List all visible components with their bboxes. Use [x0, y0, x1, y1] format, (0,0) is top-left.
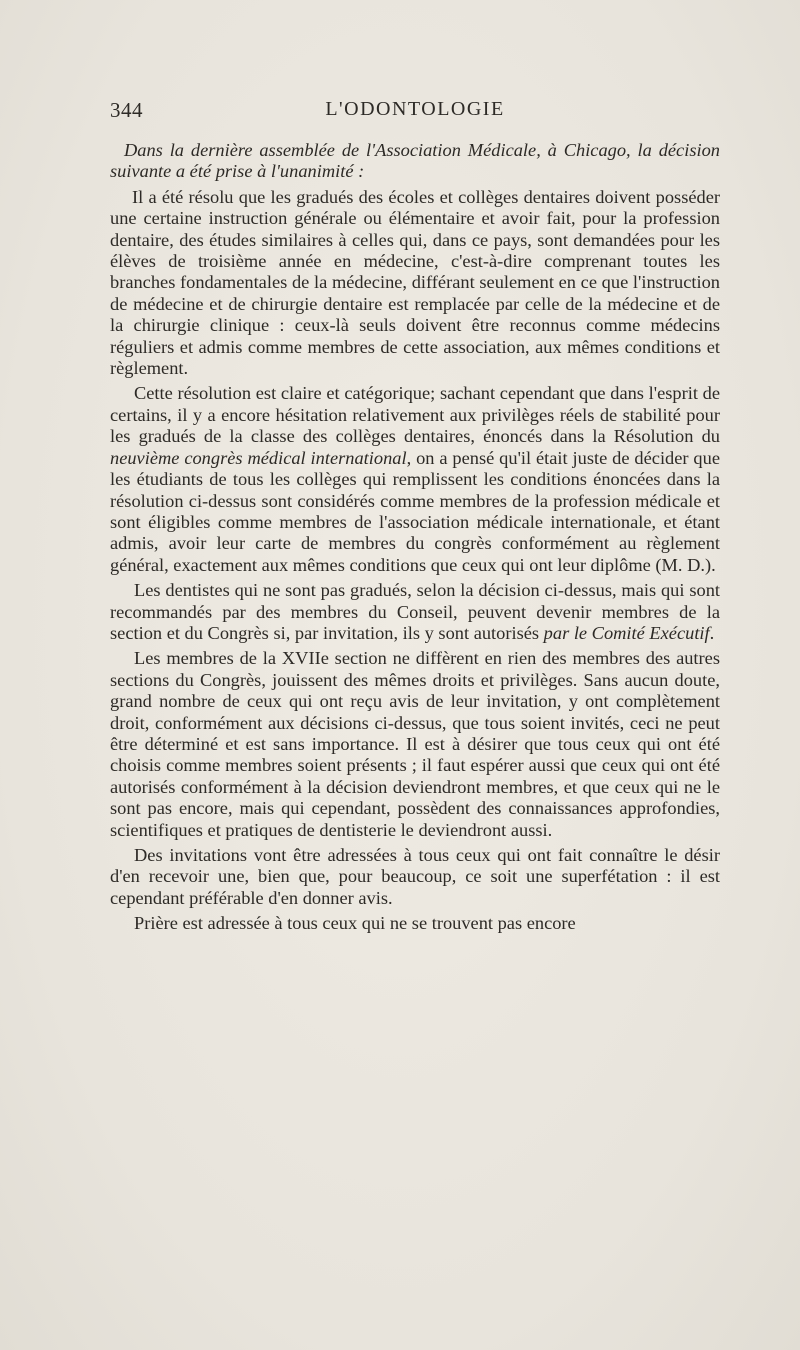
- commentary-paragraph: [110, 383, 720, 576]
- congress-name: neuvième congrès médical international: [110, 447, 407, 468]
- running-title: L'ODONTOLOGIE: [325, 98, 505, 120]
- page-header: [110, 98, 720, 128]
- commentary-text-start: Cette résolution est claire et catégorique; sachant cependant que dans l'esprit de certains, il y a encore hésitation relativement aux privilèges réels de stabilité pour les gradués de la classe des collèges dentaires, énoncés dans la Résolution du: [110, 383, 720, 447]
- members-paragraph: Les membres de la XVIIe section ne diffèrent en rien des membres des autres sections du Congrès, jouissent des mêmes droits et privilèges. Sans aucun doute, grand nombre de ceux qui ont reçu avis de leur invitation, y ont complètement droit, conformément aux décisions ci-dessus, que tous soient invités, ceci ne peut être déterminé et est sans importance. Il est à désirer que tous ceux qui ont été choisis comme membres soient présents ; il faut espérer aussi que ceux qui ont été autorisés conformément à la décision deviendront membres, et que ceux qui ne le sont pas encore, mais qui cependant, possèdent des connaissances approfondies, scientifiques et pratiques de dentisterie le deviendront aussi.: [110, 648, 720, 840]
- non-graduates-text: Les dentistes qui ne sont pas gradués, selon la décision ci-dessus, mais qui sont recommandés par des membres du Conseil, peuvent devenir membres de la section et du Congrès si, par invitation, ils y sont autorisés: [110, 580, 720, 643]
- executive-committee: par le Comité Exécutif: [543, 622, 710, 643]
- non-graduates-paragraph: [110, 580, 720, 644]
- resolution-paragraph: Il a été résolu que les gradués des écoles et collèges dentaires doivent posséder une certaine instruction générale ou élémentaire et avoir fait, pour la profession dentaire, des études similaires à celles qui, dans ce pays, sont demandées pour les élèves de troisième année en médecine, c'est-à-dire comprenant toutes les branches fondamentales de la médecine, différant seulement en ce que l'instruction de médecine et de chirurgie dentaire est remplacée par celle de la médecine et de la chirurgie clinique : ceux-là seuls doivent être reconnus comme médecins réguliers et admis comme membres de cette association, aux mêmes conditions et règlement.: [110, 186, 720, 379]
- body-text: [110, 140, 720, 939]
- page-number: 344: [110, 98, 143, 122]
- intro-paragraph: Dans la dernière assemblée de l'Association Médicale, à Chicago, la décision suivante a été prise à l'unanimité :: [110, 140, 720, 182]
- non-graduates-end: .: [709, 622, 715, 643]
- commentary-text-end: , on a pensé qu'il était juste de décider que les étudiants de tous les collèges qui remplissent les conditions énoncées dans la résolution ci-dessus sont considérés comme membres de la profession médicale et sont éligibles comme membres de l'association médicale internationale, et étant admis, avoir leur carte de membres du congrès conformément au règlement général, exactement aux mêmes conditions que ceux qui ont leur diplôme (M. D.).: [110, 447, 720, 575]
- request-paragraph: Prière est adressée à tous ceux qui ne se trouvent pas encore: [134, 913, 576, 934]
- invitations-paragraph: Des invitations vont être adressées à tous ceux qui ont fait connaître le désir d'en recevoir une, bien que, pour beaucoup, ce soit une superfétation : il est cependant préférable d'en donner avis.: [110, 845, 720, 908]
